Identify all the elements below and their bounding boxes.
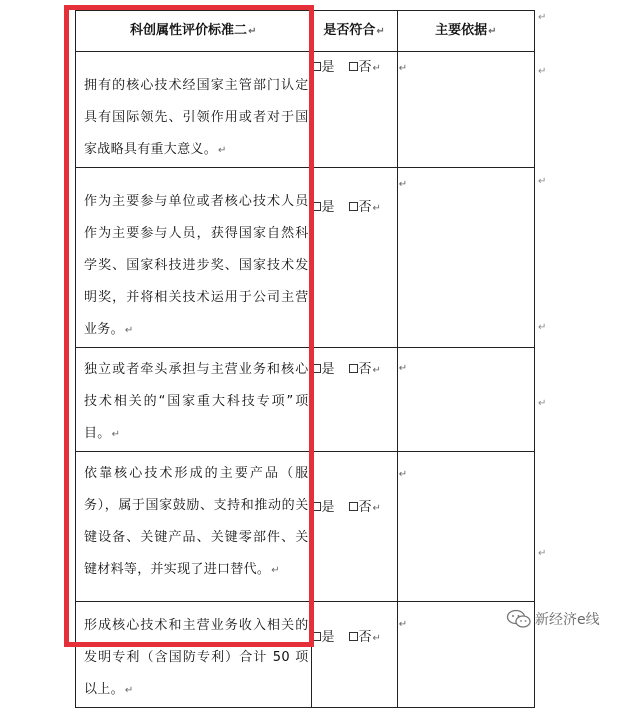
criterion-text: 独立或者牵头承担与主营业务和核心技术相关的“国家重大科技专项”项目。 [84, 362, 309, 441]
basis-cell[interactable]: ↵ [397, 168, 534, 348]
no-checkbox[interactable] [349, 202, 358, 211]
yes-checkbox[interactable] [312, 364, 321, 373]
criterion-text: 依靠核心技术形成的主要产品（服务），属于国家鼓励、支持和推动的关键设备、关键产品、关键零部件、关键材料等，并实现了进口替代。 [84, 466, 309, 577]
basis-cell[interactable]: ↵ [397, 52, 534, 168]
compliance-cell: 是 否↵ [311, 452, 397, 602]
paragraph-mark: ↵ [538, 66, 547, 77]
yes-checkbox[interactable] [312, 632, 321, 641]
compliance-cell: 是 否↵ [311, 52, 397, 168]
criterion-cell: 形成核心技术和主营业务收入相关的发明专利（含国防专利）合计 50 项以上。↵ [76, 602, 312, 708]
yes-checkbox[interactable] [312, 62, 321, 71]
compliance-header: 是否符合↵ [311, 11, 397, 52]
criteria-header: 科创属性评价标准二↵ [76, 11, 312, 52]
criterion-cell: 独立或者牵头承担与主营业务和核心技术相关的“国家重大科技专项”项目。↵ [76, 348, 312, 452]
table-row [76, 348, 535, 452]
no-checkbox[interactable] [349, 62, 358, 71]
paragraph-mark: ↵ [538, 398, 547, 409]
paragraph-mark: ↵ [538, 322, 547, 333]
compliance-cell: 是 否↵ [311, 348, 397, 452]
basis-cell[interactable]: ↵ [397, 452, 534, 602]
compliance-cell: 是 否↵ [311, 602, 397, 708]
watermark-text: 新经济e线 [535, 612, 600, 628]
table-header-row [76, 11, 535, 52]
table-row [76, 52, 535, 168]
no-checkbox[interactable] [349, 364, 358, 373]
compliance-cell: 是 否↵ [311, 168, 397, 348]
basis-cell[interactable]: ↵ [397, 348, 534, 452]
paragraph-mark: ↵ [538, 548, 547, 559]
yes-checkbox[interactable] [312, 202, 321, 211]
table-row [76, 452, 535, 602]
criterion-cell: 拥有的核心技术经国家主管部门认定具有国际领先、引领作用或者对于国家战略具有重大意义。↵ [76, 52, 312, 168]
paragraph-mark: ↵ [538, 176, 547, 187]
basis-header: 主要依据↵ [397, 11, 534, 52]
criteria-table [75, 10, 535, 708]
no-checkbox[interactable] [349, 632, 358, 641]
basis-cell[interactable]: ↵ [397, 602, 534, 708]
wechat-icon [506, 609, 532, 629]
paragraph-mark: ↵ [538, 12, 547, 23]
table-row [76, 168, 535, 348]
criterion-cell: 依靠核心技术形成的主要产品（服务），属于国家鼓励、支持和推动的关键设备、关键产品、关键零部件、关键材料等，并实现了进口替代。↵ [76, 452, 312, 602]
no-checkbox[interactable] [349, 502, 358, 511]
watermark [506, 609, 600, 629]
criterion-text: 拥有的核心技术经国家主管部门认定具有国际领先、引领作用或者对于国家战略具有重大意义。 [84, 78, 309, 157]
criterion-text: 形成核心技术和主营业务收入相关的发明专利（含国防专利）合计 50 项以上。 [84, 618, 309, 697]
table-row [76, 602, 535, 708]
criterion-text: 作为主要参与单位或者核心技术人员作为主要参与人员，获得国家自然科学奖、国家科技进步奖、国家技术发明奖，并将相关技术运用于公司主营业务。 [84, 194, 309, 337]
yes-checkbox[interactable] [312, 502, 321, 511]
criterion-cell: 作为主要参与单位或者核心技术人员作为主要参与人员，获得国家自然科学奖、国家科技进步奖、国家技术发明奖，并将相关技术运用于公司主营业务。↵ [76, 168, 312, 348]
